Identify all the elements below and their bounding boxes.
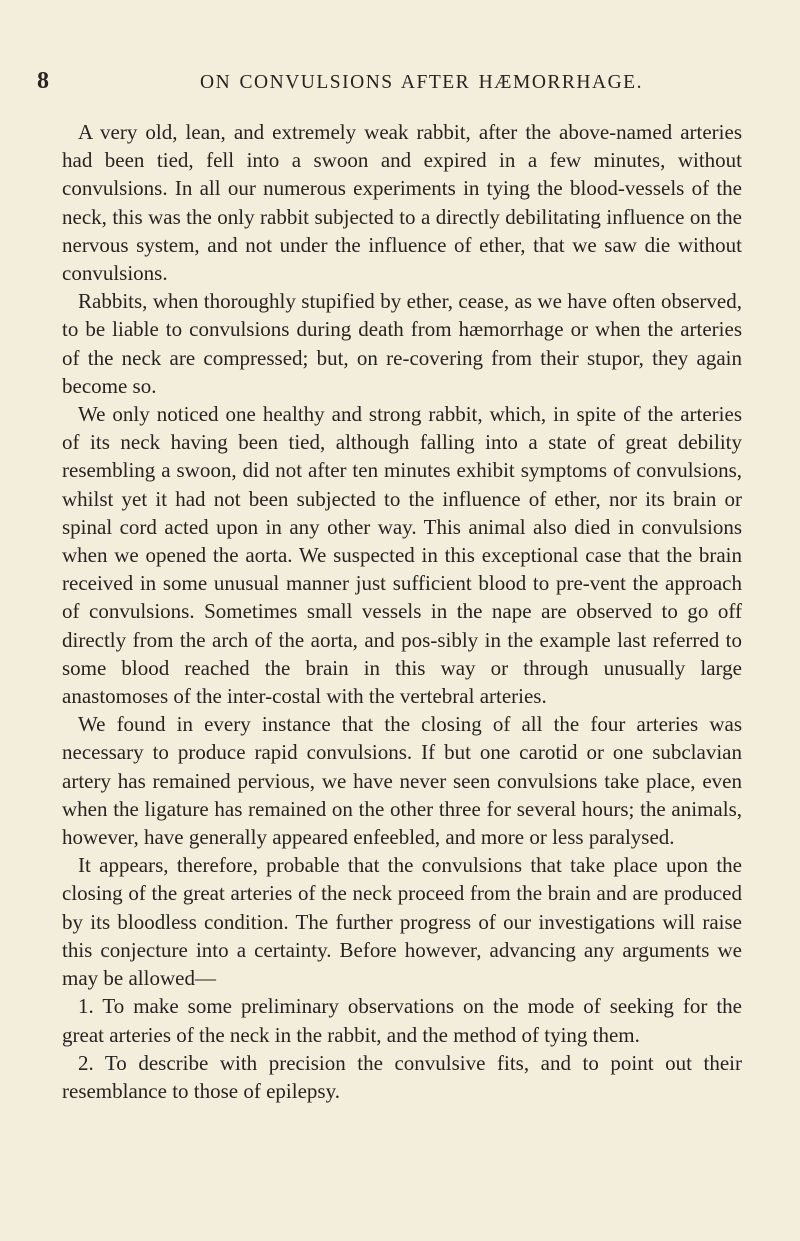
paragraph: A very old, lean, and extremely weak rabbit, after the above-named arteries had been tied, fell into a swoon and expired in a few minutes, without convulsions. In all our numerous experiments in tying the blood-vessels of the neck, this was the only rabbit subjected to a directly debilitating influence on the nervous system, and not under the influence of ether, that we saw die without convulsions. — [62, 120, 742, 286]
paragraph: We found in every instance that the closing of all the four arteries was necessary to produce rapid convulsions. If but one carotid or one subclavian artery has remained pervious, we have never seen convulsions take place, even when the ligature has remained on the other three for several hours; the animals, however, have generally appeared enfeebled, and more or less paralysed. — [62, 712, 742, 850]
body-text — [62, 118, 742, 1105]
running-head: ON CONVULSIONS AFTER HÆMORRHAGE. — [200, 72, 643, 93]
paragraph: Rabbits, when thoroughly stupified by ether, cease, as we have often observed, to be liable to convulsions during death from hæmorrhage or when the arteries of the neck are compressed; but, on re-covering from their stupor, they again become so. — [62, 289, 742, 398]
paragraph: It appears, therefore, probable that the convulsions that take place upon the closing of the great arteries of the neck proceed from the brain and are produced by its bloodless condition. The further progress of our investigations will raise this conjecture into a certainty. Before however, advancing any arguments we may be allowed— — [62, 853, 742, 991]
paragraph: We only noticed one healthy and strong rabbit, which, in spite of the arteries of its neck having been tied, although falling into a state of great debility resembling a swoon, did not after ten minutes exhibit symptoms of convulsions, whilst yet it had not been subjected to the influence of ether, nor its brain or spinal cord acted upon in any other way. This animal also died in convulsions when we opened the aorta. We suspected in this exceptional case that the brain received in some unusual manner just sufficient blood to pre-vent the approach of convulsions. Sometimes small vessels in the nape are observed to go off directly from the arch of the aorta, and pos-sibly in the example last referred to some blood reached the brain in this way or through unusually large anastomoses of the inter-costal with the vertebral arteries. — [62, 402, 742, 709]
paragraph: 1. To make some preliminary observations on the mode of seeking for the great arteries of the neck in the rabbit, and the method of tying them. — [62, 994, 742, 1047]
page-header — [0, 62, 800, 102]
page-number: 8 — [37, 68, 49, 94]
paragraph: 2. To describe with precision the convulsive fits, and to point out their resemblance to those of epilepsy. — [62, 1050, 742, 1103]
